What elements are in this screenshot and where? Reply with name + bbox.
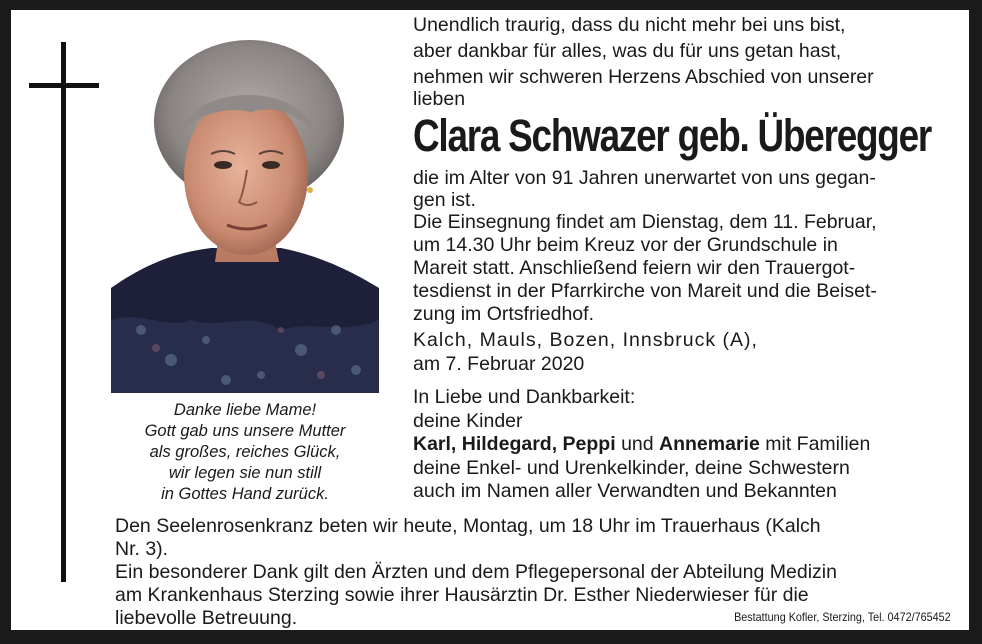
funeral-line: Mareit statt. Anschließend feiern wir den Trauergot- (413, 257, 856, 279)
date-line: am 7. Februar 2020 (413, 353, 585, 375)
children-names: Karl, Hildegard, Peppi (413, 433, 616, 455)
rosary-line: Nr. 3). (115, 538, 169, 560)
last-child-name: Annemarie (659, 433, 760, 455)
funeral-line: Die Einsegnung findet am Dienstag, dem 11. Februar, (413, 211, 877, 233)
poem-line: als großes, reiches Glück, (149, 443, 341, 461)
thanks-line: am Krankenhaus Sterzing sowie ihrer Hausärztin Dr. Esther Niederwieser für die (115, 584, 809, 606)
funeral-line: zung im Ortsfriedhof. (413, 303, 594, 325)
grandchildren-line: deine Enkel- und Urenkelkinder, deine Schwestern (413, 457, 850, 479)
age-line: die im Alter von 91 Jahren unerwartet von uns gegan- (413, 167, 876, 189)
funeral-line: um 14.30 Uhr beim Kreuz vor der Grundschule in (413, 234, 838, 256)
families-text: mit Familien (765, 433, 871, 455)
cross-icon-bar (29, 83, 99, 88)
signatories-intro: In Liebe und Dankbarkeit: (413, 386, 636, 408)
cross-icon (61, 42, 66, 582)
thanks-line: Ein besonderer Dank gilt den Ärzten und dem Pflegepersonal der Abteilung Medizin (115, 561, 837, 583)
children-label: deine Kinder (413, 410, 523, 432)
obituary-notice (11, 10, 969, 630)
poem-line: Danke liebe Mame! (173, 401, 317, 419)
intro-line: lieben (413, 88, 466, 110)
intro-line: Unendlich traurig, dass du nicht mehr bei uns bist, (413, 14, 846, 36)
intro-line: aber dankbar für alles, was du für uns getan hast, (413, 40, 842, 62)
poem-line: Gott gab uns unsere Mutter (144, 422, 346, 440)
poem-line: in Gottes Hand zurück. (161, 485, 329, 503)
rosary-line: Den Seelenrosenkranz beten wir heute, Montag, um 18 Uhr im Trauerhaus (Kalch (115, 515, 821, 537)
portrait-photo (111, 30, 379, 393)
poem-line: wir legen sie nun still (168, 464, 322, 482)
relatives-line: auch im Namen aller Verwandten und Bekannten (413, 480, 837, 502)
children-line (413, 433, 870, 455)
intro-line: nehmen wir schweren Herzens Abschied von unserer (413, 66, 874, 88)
age-line: gen ist. (413, 189, 476, 211)
funeral-home-credit: Bestattung Kofler, Sterzing, Tel. 0472/765452 (734, 610, 951, 624)
deceased-name: Clara Schwazer geb. Überegger (413, 110, 932, 161)
and-word: und (621, 433, 654, 455)
poem (111, 400, 379, 505)
place-line: Kalch, Mauls, Bozen, Innsbruck (A), (413, 329, 758, 351)
thanks-line: liebevolle Betreuung. (115, 607, 298, 629)
funeral-line: tesdienst in der Pfarrkirche von Mareit und die Beiset- (413, 280, 877, 302)
